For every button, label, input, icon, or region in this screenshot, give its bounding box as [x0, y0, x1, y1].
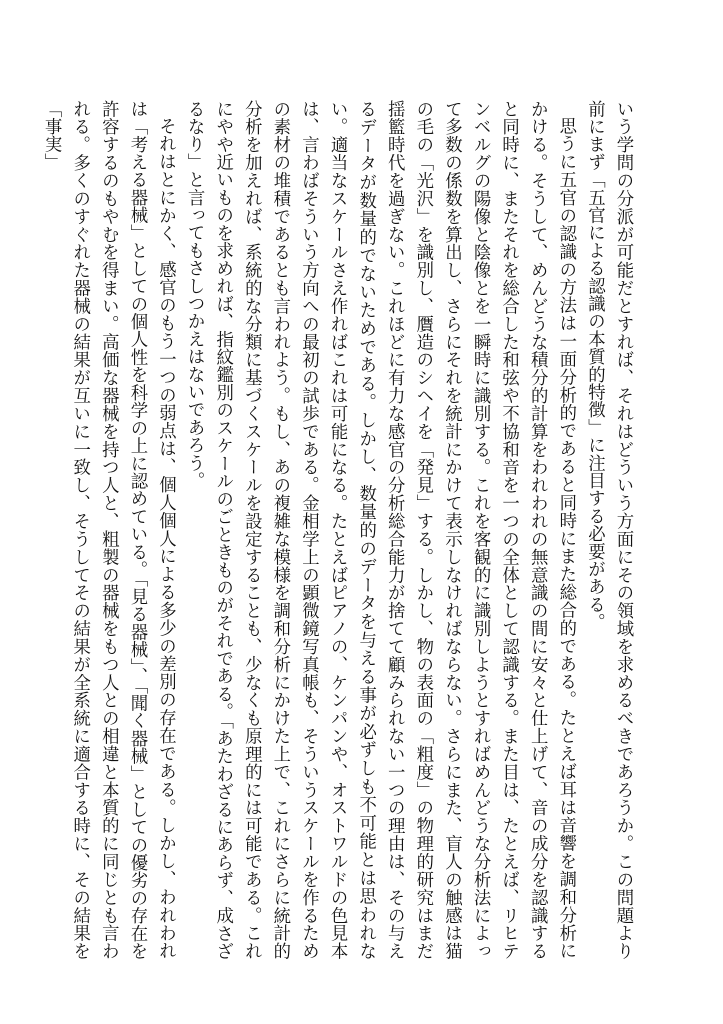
paragraph-3: それはとにかく、感官のもう一つの弱点は、個人個人による多少の差別の存在である。しかし、われわれは「考える器械」としての個人性を科学の上に認めている。「見る器械」、「聞く器械」としての優劣の存在を許容するのもやむを得まい。高価な器械を持つ人と、粗製の器械をもつ人との相違と本質的に同じとも言われる。多くのすぐれた器械の結果が互いに一致し、そうしてその結果が全系統に適合する時に、その結果を「事実」 [41, 100, 176, 960]
paragraph-2: 思うに五官の認識の方法は一面分析的であると同時にまた総合的である。たとえば耳は音響を調和分析にかける。そうして、めんどうな積分的計算をわれわれの無意識の間に安々と仕上げて、音の成分を認識すると同時に、またそれを総合した和弦や不協和音を一つの全体として認識する。また目は、たとえば、リヒテンベルグの陽像と陰像とを一瞬時に識別する。これを客観的に識別しようとすればめんどうな分析法によって多数の係数を算出し、さらにそれを統計にかけて表示しなければならない。さらにまた、盲人の触感は猫の毛の「光沢」を識別し、贋造のシヘイを「発見」する。しかし、物の表面の「粗度」の物理的研究はまだ揺籃時代を過ぎない。これほどに有力な感官の分析総合能力が捨てて顧みられない一つの理由は、その与えるデータが数量的でないためである。しかし、数量的のデータを与える事が必ずしも不可能とは思われない。適当なスケールさえ作ればこれは可能になる。たとえばピアノの、ケンパンや、オストワルドの色見本は、言わばそういう方向への最初の試歩である。金相学上の顕微鏡写真帳も、そういうスケールを作るための素材の堆積であるとも言われよう。もし、あの複雑な模様を調和分析にかけた上で、これにさらに統計的分析を加えれば、系統的な分類に基づくスケールを設定することも、少なくも原理的には可能である。これにやや近いものを求めれば、指紋鑑別のスケールのごときものがそれである。「あたわざるにあらず、成さざるなり」と言ってもさしつかえはないであろう。 [184, 100, 576, 960]
vertical-text-body [41, 100, 637, 960]
paragraph-1: いう学問の分派が可能だとすれば、それはどういう方面にその領域を求めるべきであろうか。この問題より前にまず「五官による認識の本質的特徴」に注目する必要がある。 [584, 100, 633, 960]
